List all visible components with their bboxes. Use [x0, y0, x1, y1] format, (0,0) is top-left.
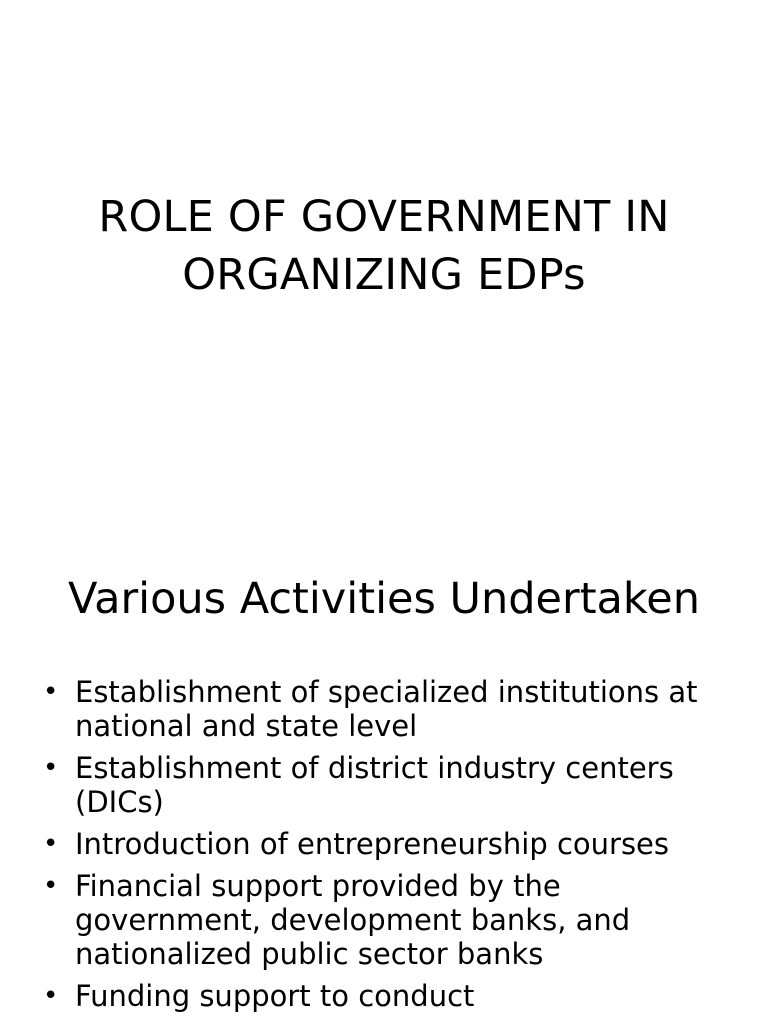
- bullet-text: Introduction of entrepreneurship courses: [75, 827, 670, 861]
- bullet-item: [40, 751, 740, 819]
- bullet-item: [40, 827, 740, 861]
- bullet-text: Establishment of specialized institutions at national and state level: [75, 675, 698, 743]
- slide-1-title: ROLE OF GOVERNMENT IN ORGANIZING EDPs: [98, 192, 670, 300]
- bullet-item: [40, 869, 740, 971]
- bullet-icon: •: [43, 829, 59, 859]
- bullet-text: Establishment of district industry centers (DICs): [75, 751, 674, 819]
- slide-activities: [0, 512, 768, 1024]
- bullet-icon: •: [43, 871, 59, 901]
- bullet-text: Financial support provided by the government, development banks, and nationalized public sector banks: [75, 869, 631, 971]
- bullet-item: [40, 979, 740, 1013]
- bullet-icon: •: [43, 981, 59, 1011]
- slide-2-title: Various Activities Undertaken: [68, 574, 700, 624]
- activities-bullet-list: [40, 675, 740, 1021]
- bullet-icon: •: [43, 677, 59, 707]
- bullet-icon: •: [43, 753, 59, 783]
- bullet-text: Funding support to conduct: [75, 979, 475, 1013]
- bullet-item: [40, 675, 740, 743]
